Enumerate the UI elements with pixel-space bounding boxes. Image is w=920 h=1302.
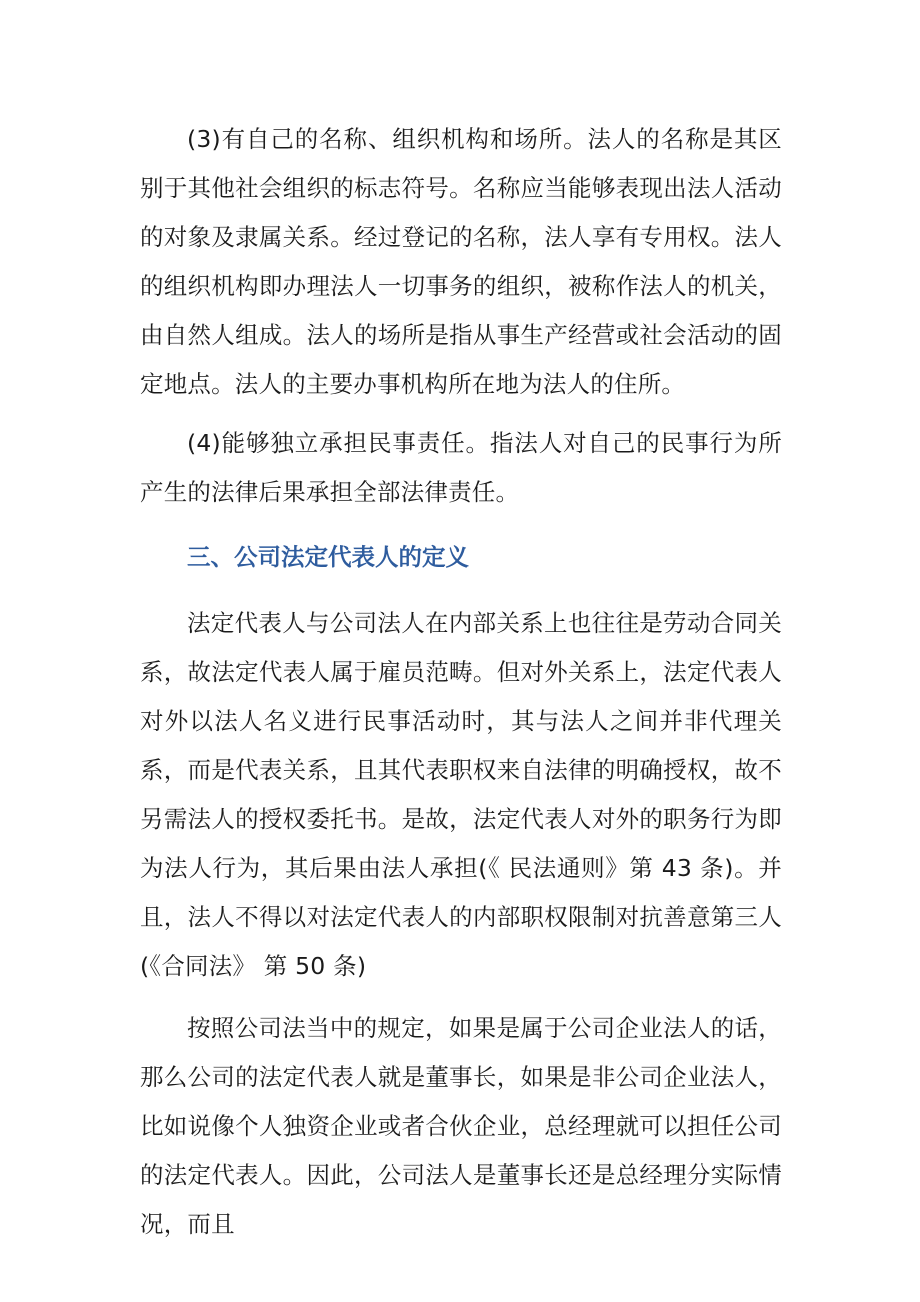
paragraph-company-law-provision: 按照公司法当中的规定，如果是属于公司企业法人的话，那么公司的法定代表人就是董事长，如果是非公司企业法人，比如说像个人独资企业或者合伙企业，总经理就可以担任公司的法定代表人。因此，公司法人是董事长还是总经理分实际情况，而且 (140, 1014, 782, 1238)
paragraph-civil-liability: (4)能够独立承担民事责任。指法人对自己的民事行为所产生的法律后果承担全部法律责任。 (140, 429, 782, 506)
paragraph-legal-person-name-organization: (3)有自己的名称、组织机构和场所。法人的名称是其区别于其他社会组织的标志符号。名称应当能够表现出法人活动的对象及隶属关系。经过登记的名称，法人享有专用权。法人的组织机构即办理法人一切事务的组织，被称作法人的机关，由自然人组成。法人的场所是指从事生产经营或社会活动的固定地点。法人的主要办事机构所在地为法人的住所。 (140, 125, 782, 398)
paragraph-legal-representative-relationship: 法定代表人与公司法人在内部关系上也往往是劳动合同关系，故法定代表人属于雇员范畴。但对外关系上，法定代表人对外以法人名义进行民事活动时，其与法人之间并非代理关系，而是代表关系，且其代表职权来自法律的明确授权，故不另需法人的授权委托书。是故，法定代表人对外的职务行为即为法人行为，其后果由法人承担(《 民法通则》第 43 条)。并且，法人不得以对法定代表人的内部职权限制对抗善意第三人(《合同法》 第 50 条) (140, 609, 782, 980)
section-heading-legal-representative-definition: 三、公司法定代表人的定义 (187, 543, 469, 571)
